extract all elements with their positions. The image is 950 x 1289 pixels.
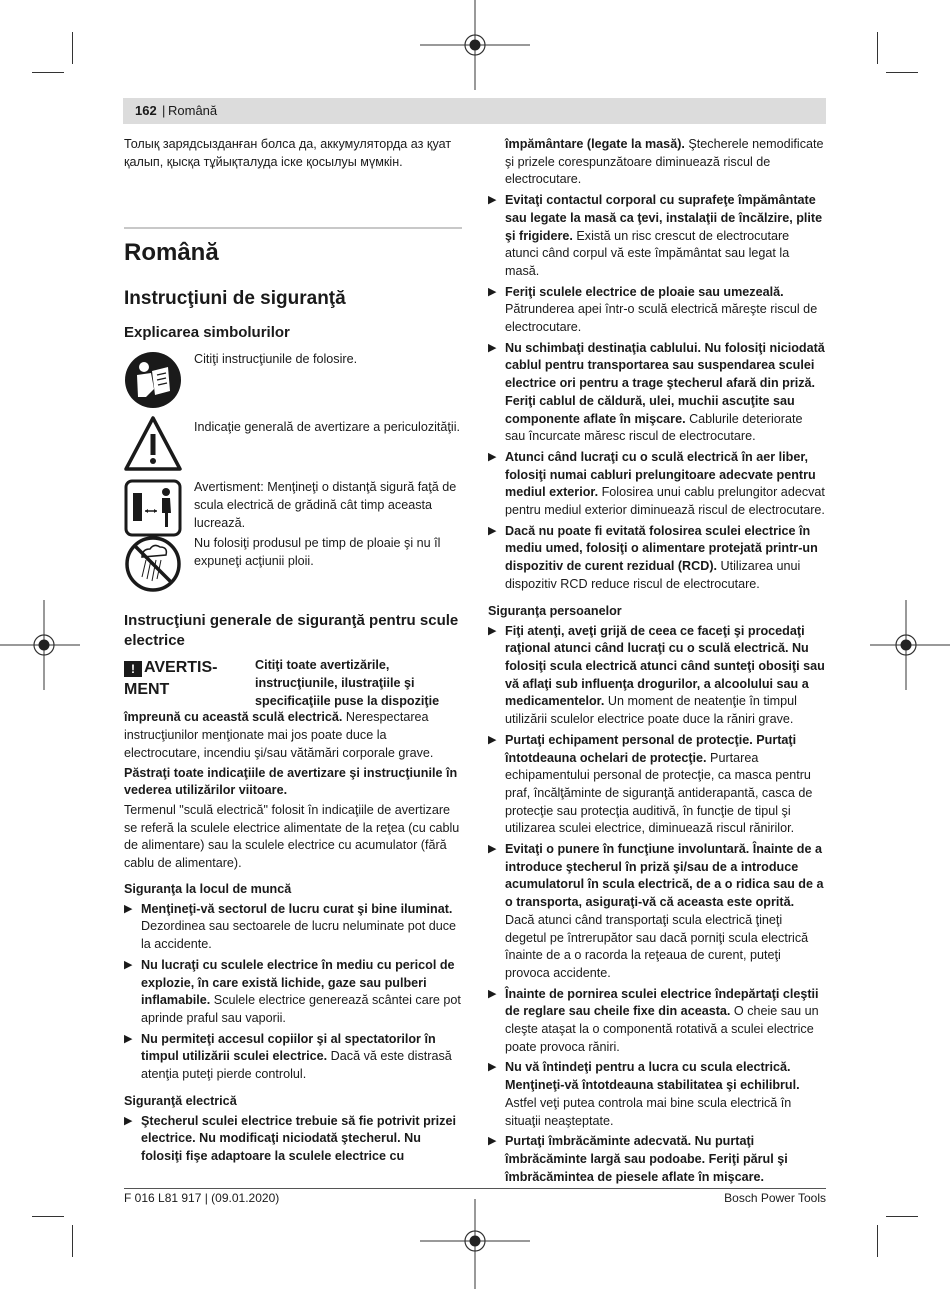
crop-mark xyxy=(877,32,878,64)
section-title: Română xyxy=(124,239,219,267)
symbol-row xyxy=(124,479,462,535)
footer-brand: Bosch Power Tools xyxy=(724,1191,826,1205)
page-header xyxy=(123,98,826,124)
footer-doc-code: F 016 L81 917 | (09.01.2020) xyxy=(124,1191,280,1205)
bullet-arrow-icon: ▶ xyxy=(488,194,497,207)
crop-mark xyxy=(72,1225,73,1257)
crop-mark xyxy=(72,32,73,64)
bullet-arrow-icon: ▶ xyxy=(124,1032,133,1045)
list-item: ▶ Evitaţi o punere în funcţiune involuntară. Înainte de a introduce ştecherul în priză şi/sau de a introduce acumulatorul în scula electrică, de a o ridica sau de a o transporta, asiguraţi-vă că aceasta este oprită. Dacă atunci când transportaţi scula electrică ţineţi degetul pe întrerupător sau dacă porniţi scula electrică înainte de a o racorda la reţeaua de curent, puteţi provoca accidente. xyxy=(488,842,824,980)
right-column xyxy=(488,136,826,1189)
warning-paragraph: împreună cu această sculă electrică. Nerespectarea instrucţiunilor menţionate mai jos poate duce la electrocutare, incendiu şi/sau vătămări corporale grave. xyxy=(124,710,434,760)
list-item: ▶ Înainte de pornirea sculei electrice îndepărtaţi cleştii de reglare sau cheile fixe din aceasta. O cheie sau un cleşte ataşat la o componentă rotativă a sculei electrice poate provoca răniri. xyxy=(488,986,819,1054)
list-item: ▶ Nu vă întindeţi pentru a lucra cu scula electrică. Menţineţi-vă întotdeauna stabilitatea şi echilibrul. Astfel veţi putea controla mai bine scula electrică în situaţii neaşteptate. xyxy=(488,1060,800,1128)
safety-title: Instrucţiuni de siguranţă xyxy=(124,288,346,310)
symbol-row xyxy=(124,415,462,479)
list-item: ▶ Purtaţi echipament personal de protecţie. Purtaţi întotdeauna ochelari de protecţie. Purtarea echipamentului personal de protecţie, ca masca pentru praf, încălţăminte de siguranţă antiderapantă, casca de protecţie sau protecţia auditivă, în funcţie de tipul şi utilizarea sculei electrice, diminuează riscul rănirilor. xyxy=(488,732,813,836)
warning-block xyxy=(124,657,462,709)
symbol-text: Nu folosiţi produsul pe timp de ploaie şi nu îl expuneţi acţiunii ploii. xyxy=(194,536,441,569)
registration-mark-icon xyxy=(870,600,950,690)
general-safety-title: Instrucţiuni generale de siguranţă pentru scule electrice xyxy=(124,612,459,650)
crop-mark xyxy=(886,1216,918,1217)
intro-kazakh-paragraph: Толық зарядсызданған болса да, аккумуляторда аз қуат қалып, қысқа тұйықталуда іске қосылуы мүмкін. xyxy=(124,137,452,169)
warning-triangle-icon xyxy=(124,415,182,473)
bullet-arrow-icon: ▶ xyxy=(488,341,497,354)
symbol-text: Citiţi instrucţiunile de folosire. xyxy=(194,352,358,367)
list-item: ▶ Nu lucraţi cu sculele electrice în mediu cu pericol de explozie, în care există lichide, gaze sau pulberi inflamabile. Sculele electrice generează scântei care pot aprinde praful sau vaporii. xyxy=(124,957,461,1025)
header-separator: | xyxy=(162,103,166,118)
list-item-continued: împământare (legate la masă). Ştecherele nemodificate şi prizele corespunzătoare diminuează riscul de electrocutare. xyxy=(505,137,824,187)
symbols-title: Explicarea simbolurilor xyxy=(124,324,290,342)
bullet-arrow-icon: ▶ xyxy=(124,902,133,915)
list-item: ▶ Nu permiteţi accesul copiilor şi al spectatorilor în timpul utilizării sculei electrice. Dacă vă este distrasă atenţia puteţi pierde controlul. xyxy=(124,1031,452,1082)
list-item: ▶ Atunci când lucraţi cu o sculă electrică în aer liber, folosiţi numai cabluri prelungitoare adecvate pentru mediul exterior. Folosirea unui cablu prelungitor adecvat pentru mediul exterior diminuează riscul de electrocutare. xyxy=(488,449,825,518)
bullet-arrow-icon: ▶ xyxy=(124,1114,133,1127)
bullet-arrow-icon: ▶ xyxy=(488,733,497,746)
warning-triangle-icon: ! xyxy=(124,661,142,677)
bullet-arrow-icon: ▶ xyxy=(488,450,497,463)
registration-mark-icon xyxy=(420,1199,530,1289)
header-language: Română xyxy=(168,103,218,118)
list-item: ▶ Ştecherul sculei electrice trebuie să fie potrivit prizei electrice. Nu modificaţi niciodată ştecherul. Nu folosiţi fişe adaptoare la sculele electrice cu xyxy=(124,1113,456,1164)
page-number: 162 xyxy=(135,103,157,118)
list-item: ▶ Evitaţi contactul corporal cu suprafeţe împământate sau legate la masă ca ţevi, instalaţii de încălzire, plite şi frigidere. Există un risc crescut de electrocutare atunci când corpul vă este împământat sau legat la masă. xyxy=(488,193,823,278)
workplace-title: Siguranţa la locul de muncă xyxy=(124,881,292,896)
registration-mark-icon xyxy=(420,0,530,90)
symbol-text: Indicaţie generală de avertizare a periculozităţii. xyxy=(194,420,461,435)
bullet-arrow-icon: ▶ xyxy=(488,524,497,537)
list-item: ▶ Feriţi sculele electrice de ploaie sau umezeală. Pătrunderea apei într-o sculă electrică măreşte riscul de electrocutare. xyxy=(488,284,818,335)
electrical-title: Siguranţă electrică xyxy=(124,1093,237,1108)
list-item: ▶ Fiţi atenţi, aveţi grijă de ceea ce faceţi şi procedaţi raţional atunci când lucraţi cu o sculă electrică. Nu folosiţi scula electrică atunci când sunteţi obosiţi sau vă aflaţi sub influenţa drogurilor, a alcoolului sau a medicamentelor. Un moment de neatenţie în timpul utilizării sculelor electrice poate duce la răniri grave. xyxy=(488,623,825,727)
list-item: ▶ Dacă nu poate fi evitată folosirea sculei electrice în mediu umed, folosiţi o alimentare protejată printr-un dispozitiv de curent rezidual (RCD). Utilizarea unui dispozitiv RCD reduce riscul de electrocutare. xyxy=(488,523,818,591)
bullet-arrow-icon: ▶ xyxy=(488,987,497,1000)
bullet-arrow-icon: ▶ xyxy=(124,958,133,971)
term-paragraph: Termenul "sculă electrică" folosit în indicaţiile de avertizare se referă la sculele electrice alimentate de la reţea (cu cablu de alimentare) sau la sculele electrice cu acumulator (fără cablu de alimentare). xyxy=(124,802,460,871)
crop-mark xyxy=(886,72,918,73)
keep-instructions: Păstraţi toate indicaţiile de avertizare şi instrucţiunile în vederea utilizărilor viitoare. xyxy=(124,765,458,798)
bullet-arrow-icon: ▶ xyxy=(488,1061,497,1074)
registration-mark-icon xyxy=(0,600,80,690)
list-item: ▶ Nu schimbaţi destinaţia cablului. Nu folosiţi niciodată cablul pentru transportarea sau suspendarea sculei electrice ori pentru a trage ştecherul afară din priză. Feriţi cablul de căldură, ulei, muchii ascuţite sau componente aflate în mişcare. Cablurile deteriorate sau încurcate măresc riscul de electrocutare. xyxy=(488,340,825,444)
crop-mark xyxy=(877,1225,878,1257)
crop-mark xyxy=(32,1216,64,1217)
symbol-text: Avertisment: Menţineţi o distanţă sigură faţă de scula electrică de grădină cât timp aceasta lucrează. xyxy=(194,480,457,530)
bullet-arrow-icon: ▶ xyxy=(488,624,497,637)
bullet-arrow-icon: ▶ xyxy=(488,285,497,298)
personal-safety-title: Siguranţa persoanelor xyxy=(488,603,622,618)
bullet-arrow-icon: ▶ xyxy=(488,843,497,856)
left-column xyxy=(124,136,462,1169)
warning-label: ! AVERTIS- MENT xyxy=(124,659,218,699)
list-item: ▶ Purtaţi îmbrăcăminte adecvată. Nu purtaţi îmbrăcăminte largă sau podoabe. Feriţi părul şi îmbrăcămintea de piesele aflate în mişcare. xyxy=(488,1134,788,1184)
symbol-row xyxy=(124,351,462,415)
symbol-row xyxy=(124,535,462,599)
no-rain-icon xyxy=(124,535,182,593)
footer-divider xyxy=(124,1188,826,1189)
list-item: ▶ Menţineţi-vă sectorul de lucru curat şi bine iluminat. Dezordinea sau sectoarele de lucru neluminate pot duce la accidente. xyxy=(124,901,457,952)
manual-read-icon xyxy=(124,351,182,409)
bullet-arrow-icon: ▶ xyxy=(488,1135,497,1148)
warning-bold-text: Citiţi toate avertizările, instrucţiunile, ilustraţiile şi specificaţiile puse la dispoziţie xyxy=(255,658,440,708)
keep-distance-icon xyxy=(124,479,182,537)
crop-mark xyxy=(32,72,64,73)
